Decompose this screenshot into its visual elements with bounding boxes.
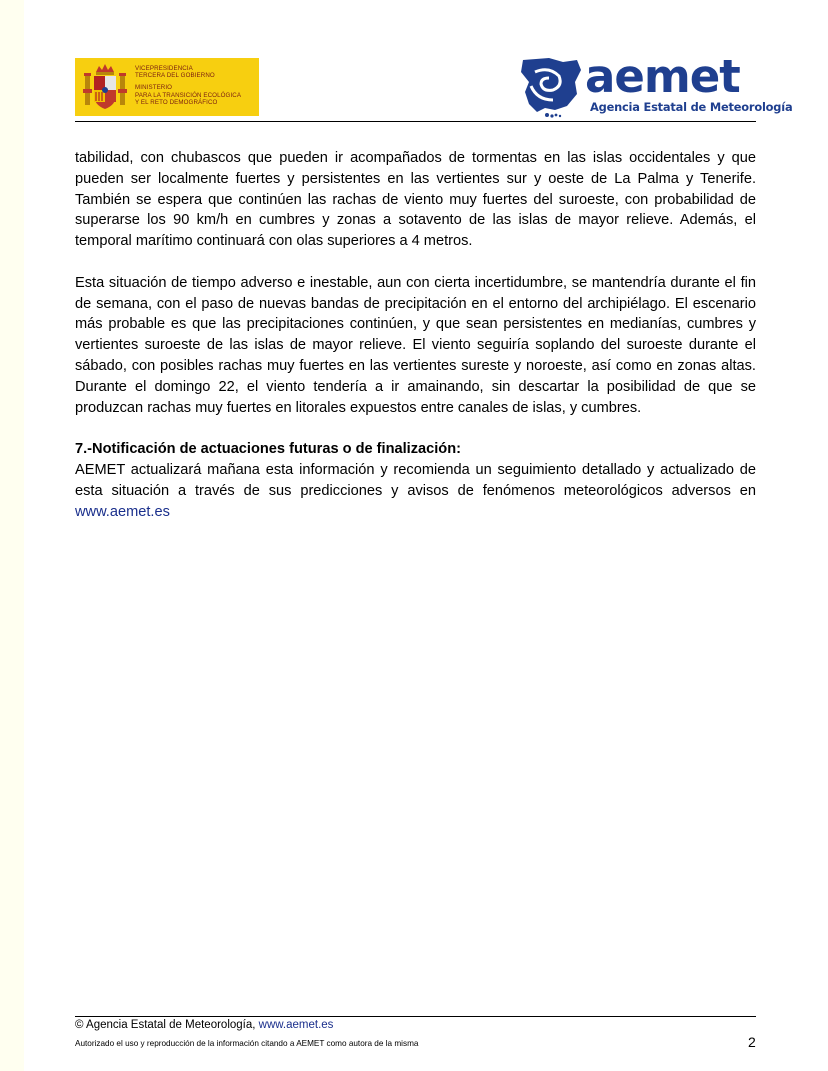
coat-of-arms-icon — [83, 63, 127, 111]
header-divider — [75, 121, 756, 122]
footer-authorization: Autorizado el uso y reproducción de la información citando a AEMET como autora de la misma — [75, 1039, 419, 1048]
government-logo — [75, 58, 259, 116]
aemet-logo — [519, 50, 793, 118]
gov-line: TERCERA DEL GOBIERNO — [135, 72, 215, 80]
aemet-subtitle: Agencia Estatal de Meteorología — [590, 100, 793, 114]
page-number: 2 — [748, 1034, 756, 1050]
footer-website-link[interactable]: www.aemet.es — [258, 1019, 334, 1031]
paragraph: Esta situación de tiempo adverso e inestable, aun con cierta incertidumbre, se mantendría durante el fin de semana, con el paso de nuevas bandas de precipitación en el entorno del archipiélago. El escenario más probable es que las precipitaciones continúen, y que sean persistentes en medianías, cumbres y vertientes suroeste de las islas de mayor relieve. El viento seguiría soplando del suroeste durante el sábado, con posibles rachas muy fuertes en las vertientes sureste y noroeste, así como en zonas altas. Durante el domingo 22, el viento tendería a ir amainando, sin descartar la posibilidad de que se produzcan rachas muy fuertes en litorales expuestos entre canales de islas, y cumbres. — [75, 274, 756, 416]
footer-copyright — [75, 1019, 333, 1031]
document-page — [24, 0, 828, 1071]
gov-line: Y EL RETO DEMOGRÁFICO — [135, 98, 218, 106]
gov-line: MINISTERIO — [135, 84, 173, 92]
document-body — [75, 148, 756, 543]
aemet-map-icon — [519, 56, 589, 118]
gov-line: PARA LA TRANSICIÓN ECOLÓGICA — [135, 91, 242, 99]
paragraph — [75, 460, 756, 522]
footer-divider — [75, 1016, 756, 1017]
paragraph: tabilidad, con chubascos que pueden ir acompañados de tormentas en las islas occidentales y que pueden ser localmente fuertes y persistentes en las vertientes sur y oeste de La Palma y Tenerife. También se espera que continúen las rachas de viento muy fuertes del suroeste, con probabilidad de superarse los 90 km/h en cumbres y zonas a sotavento de las islas de mayor relieve. Además, el temporal marítimo continuará con olas superiores a 4 metros. — [75, 150, 756, 250]
aemet-wordmark: aemet — [585, 50, 740, 103]
paragraph-text: AEMET actualizará mañana esta información y recomienda un seguimiento detallado y actualizado de esta situación a través de sus predicciones y avisos de fenómenos meteorológicos adversos en — [75, 461, 756, 499]
gov-line: VICEPRESIDENCIA — [135, 65, 193, 72]
government-ministry-text — [135, 65, 241, 106]
section-heading: 7.-Notificación de actuaciones futuras o de finalización: — [75, 441, 461, 458]
aemet-website-link[interactable]: www.aemet.es — [75, 503, 170, 520]
copyright-text: © Agencia Estatal de Meteorología, — [75, 1019, 256, 1031]
